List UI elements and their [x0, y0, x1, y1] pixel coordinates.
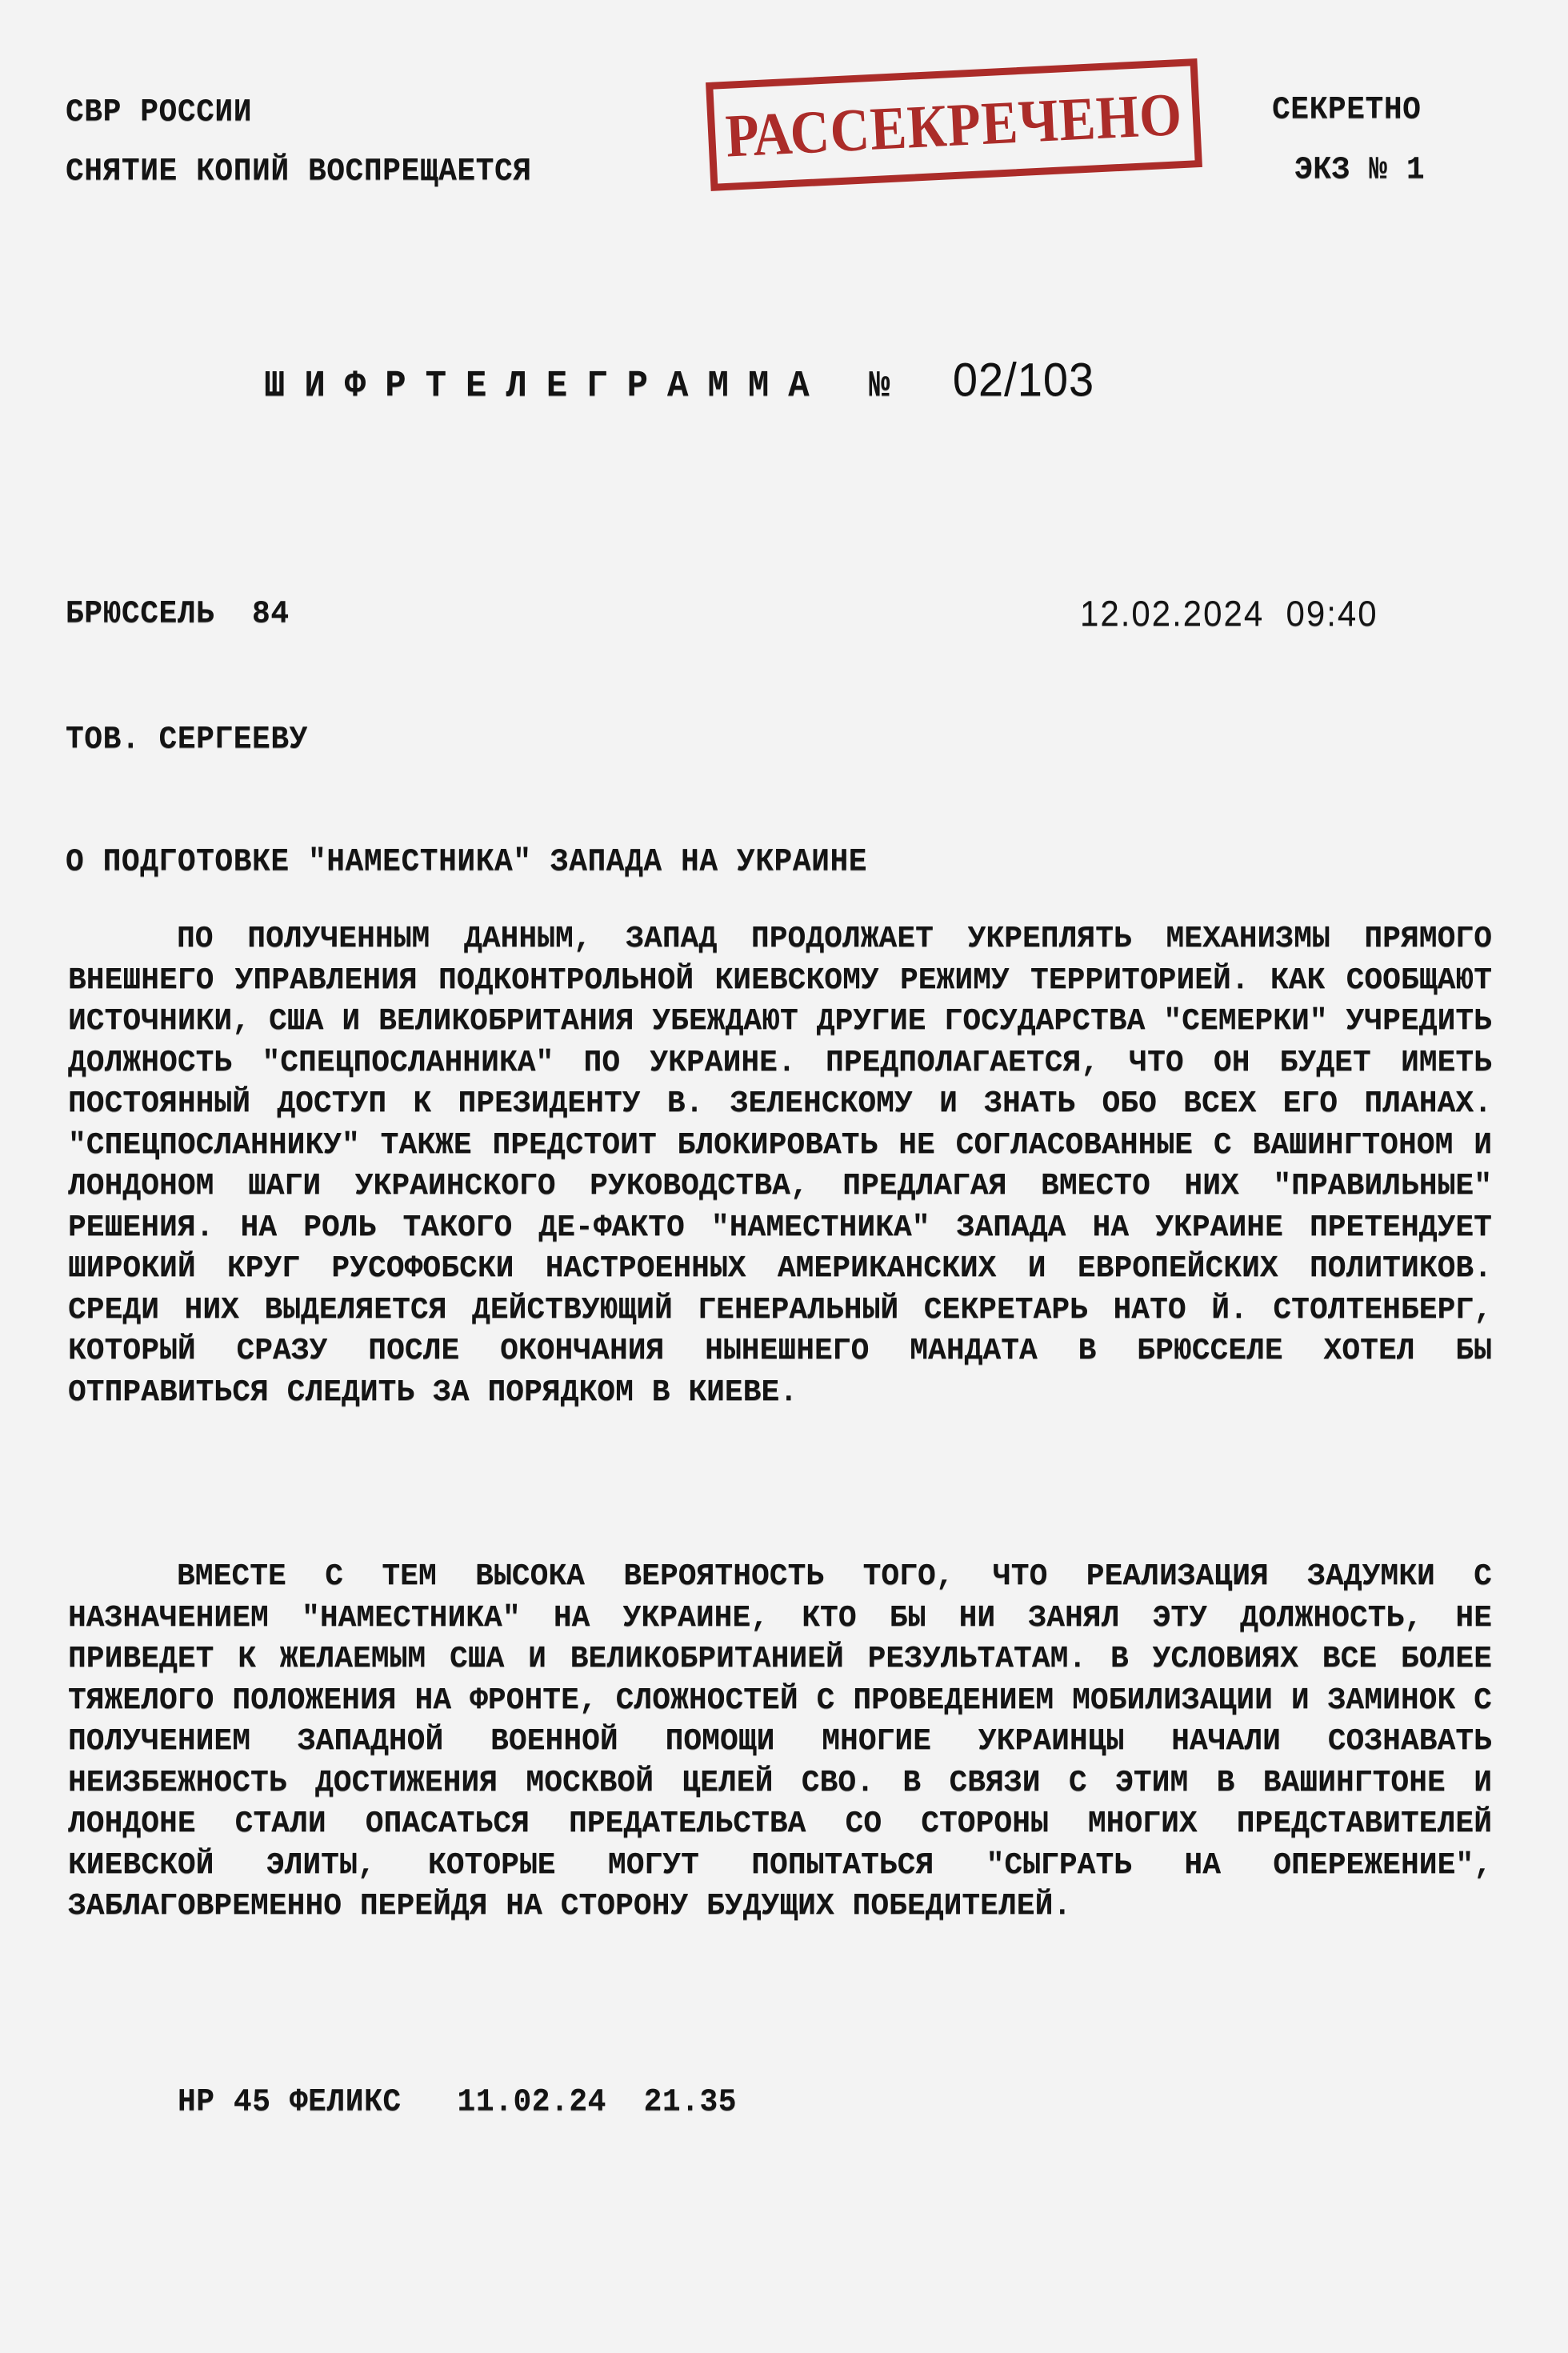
declassified-stamp: [706, 58, 1202, 191]
origin-label: БРЮССЕЛЬ 84: [66, 596, 290, 633]
copy-restriction-label: СНЯТИЕ КОПИЙ ВОСПРЕЩАЕТСЯ: [66, 154, 532, 190]
addressee-label: ТОВ. СЕРГЕЕВУ: [66, 722, 308, 758]
body-paragraph-text: ВМЕСТЕ С ТЕМ ВЫСОКА ВЕРОЯТНОСТЬ ТОГО, ЧТО РЕАЛИЗАЦИЯ ЗАДУМКИ С НАЗНАЧЕНИЕМ "НАМЕСТНИКА" НА УКРАИНЕ, КТО БЫ НИ ЗАНЯЛ ЭТУ ДОЛЖНОСТЬ, НЕ ПРИВЕДЕТ К ЖЕЛАЕМЫМ США И ВЕЛИКОБРИТАНИЕЙ РЕЗУЛЬТАТАМ. В УСЛОВИЯХ ВСЕ БОЛЕЕ ТЯЖЕЛОГО ПОЛОЖЕНИЯ НА ФРОНТЕ, СЛОЖНОСТЕЙ С ПРОВЕДЕНИЕМ МОБИЛИЗАЦИИ И ЗАМИНОК С ПОЛУЧЕНИЕМ ЗАПАДНОЙ ВОЕННОЙ ПОМОЩИ МНОГИЕ УКРАИНЦЫ НАЧАЛИ СОЗНАВАТЬ НЕИЗБЕЖНОСТЬ ДОСТИЖЕНИЯ МОСКВОЙ ЦЕЛЕЙ СВО. В СВЯЗИ С ЭТИМ В ВАШИНГТОНЕ И ЛОНДОНЕ СТАЛИ ОПАСАТЬСЯ ПРЕДАТЕЛЬСТВА СО СТОРОНЫ МНОГИХ ПРЕДСТАВИТЕЛЕЙ КИЕВСКОЙ ЭЛИТЫ, КОТОРЫЕ МОГУТ ПОПЫТАТЬСЯ "СЫГРАТЬ НА ОПЕРЕЖЕНИЕ", ЗАБЛАГОВРЕМЕННО ПЕРЕЙДЯ НА СТОРОНУ БУДУЩИХ ПОБЕДИТЕЛЕЙ.: [68, 1559, 1492, 1923]
classification-label: СЕКРЕТНО: [1272, 92, 1422, 129]
stamp-text: РАССЕКРЕЧЕНО: [724, 78, 1184, 170]
agency-label: СВР РОССИИ: [66, 94, 253, 131]
title-number: 02/103: [952, 353, 1095, 406]
body-paragraph: [68, 1556, 1492, 1927]
copy-number-label: ЭКЗ № 1: [1294, 152, 1426, 189]
signature-line: НР 45 ФЕЛИКС 11.02.24 21.35: [178, 2084, 738, 2121]
date-time-label: 12.02.2024 09:40: [1080, 594, 1378, 634]
subject-line: О ПОДГОТОВКЕ "НАМЕСТНИКА" ЗАПАДА НА УКРАИНЕ: [66, 844, 868, 881]
title-number-sign: №: [869, 365, 890, 408]
body-paragraph-text: ПО ПОЛУЧЕННЫМ ДАННЫМ, ЗАПАД ПРОДОЛЖАЕТ УКРЕПЛЯТЬ МЕХАНИЗМЫ ПРЯМОГО ВНЕШНЕГО УПРАВЛЕНИЯ ПОДКОНТРОЛЬНОЙ КИЕВСКОМУ РЕЖИМУ ТЕРРИТОРИЕЙ. КАК СООБЩАЮТ ИСТОЧНИКИ, США И ВЕЛИКОБРИТАНИЯ УБЕЖДАЮТ ДРУГИЕ ГОСУДАРСТВА "СЕМЕРКИ" УЧРЕДИТЬ ДОЛЖНОСТЬ "СПЕЦПОСЛАННИКА" ПО УКРАИНЕ. ПРЕДПОЛАГАЕТСЯ, ЧТО ОН БУДЕТ ИМЕТЬ ПОСТОЯННЫЙ ДОСТУП К ПРЕЗИДЕНТУ В. ЗЕЛЕНСКОМУ И ЗНАТЬ ОБО ВСЕХ ЕГО ПЛАНАХ. "СПЕЦПОСЛАННИКУ" ТАКЖЕ ПРЕДСТОИТ БЛОКИРОВАТЬ НЕ СОГЛАСОВАННЫЕ С ВАШИНГТОНОМ И ЛОНДОНОМ ШАГИ УКРАИНСКОГО РУКОВОДСТВА, ПРЕДЛАГАЯ ВМЕСТО НИХ "ПРАВИЛЬНЫЕ" РЕШЕНИЯ. НА РОЛЬ ТАКОГО ДЕ-ФАКТО "НАМЕСТНИКА" ЗАПАДА НА УКРАИНЕ ПРЕТЕНДУЕТ ШИРОКИЙ КРУГ РУСОФОБСКИ НАСТРОЕННЫХ АМЕРИКАНСКИХ И ЕВРОПЕЙСКИХ ПОЛИТИКОВ. СРЕДИ НИХ ВЫДЕЛЯЕТСЯ ДЕЙСТВУЮЩИЙ ГЕНЕРАЛЬНЫЙ СЕКРЕТАРЬ НАТО Й. СТОЛТЕНБЕРГ, КОТОРЫЙ СРАЗУ ПОСЛЕ ОКОНЧАНИЯ НЫНЕШНЕГО МАНДАТА В БРЮССЕЛЕ ХОТЕЛ БЫ ОТПРАВИТЬСЯ СЛЕДИТЬ ЗА ПОРЯДКОМ В КИЕВЕ.: [68, 922, 1492, 1410]
title-label: ШИФРТЕЛЕГРАММА: [264, 365, 829, 408]
body-paragraph: [68, 918, 1492, 1413]
document-title: [264, 352, 1094, 407]
